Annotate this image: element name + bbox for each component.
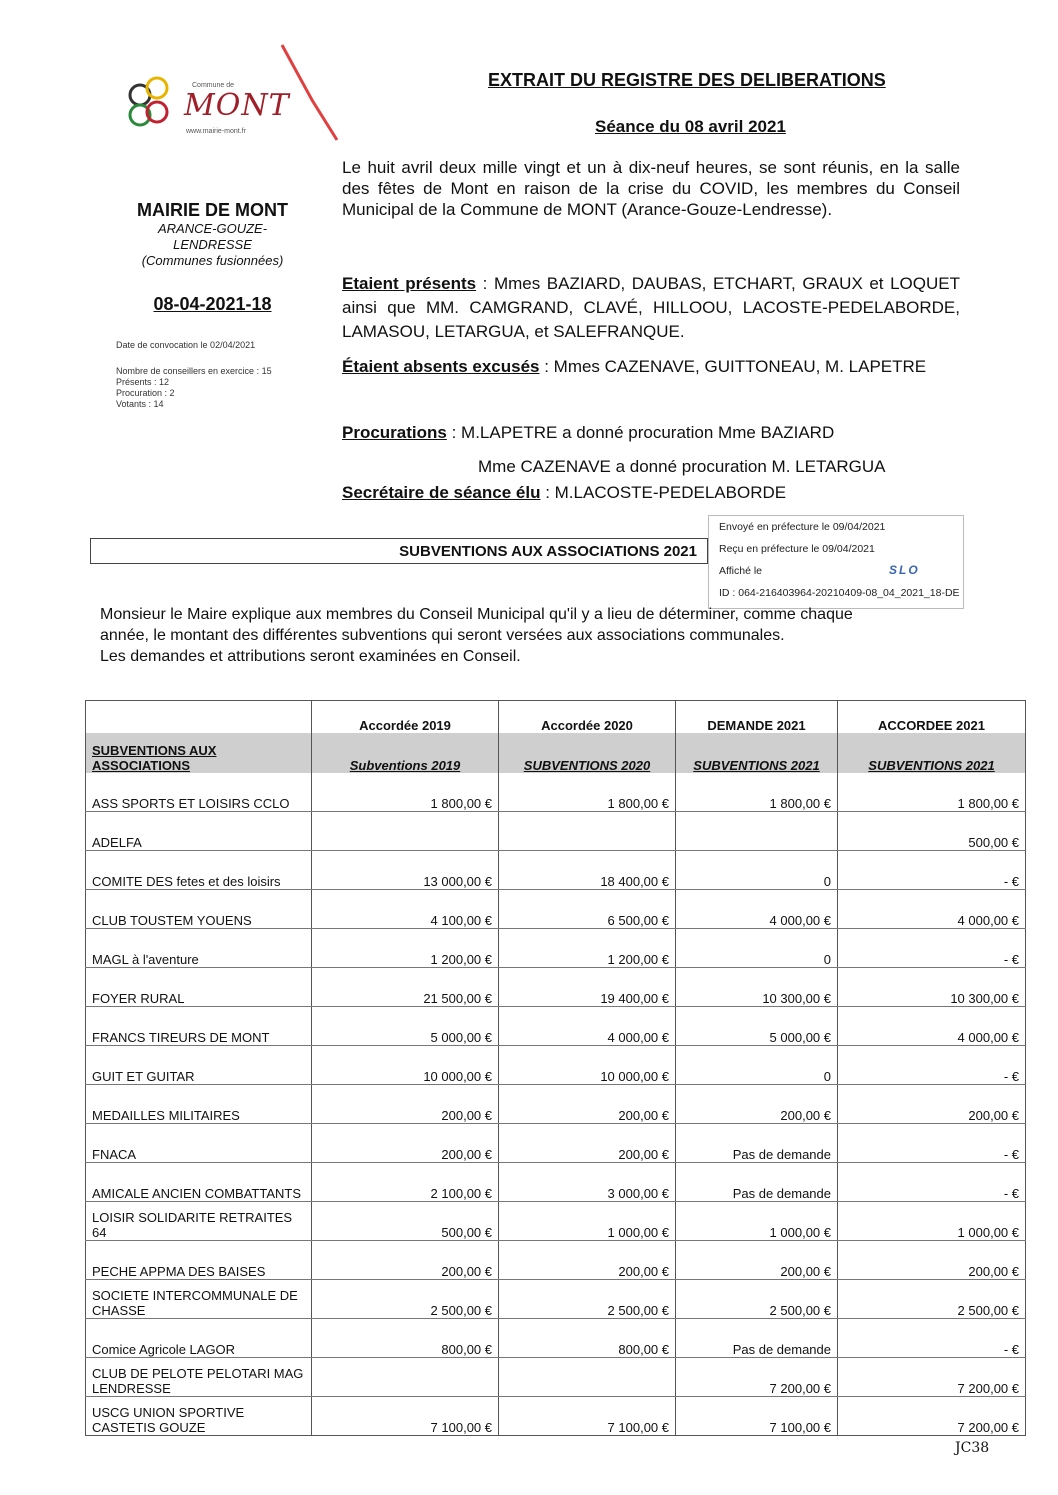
- table-cell: [312, 812, 499, 851]
- table-cell: 200,00 €: [312, 1085, 499, 1124]
- table-cell: 4 000,00 €: [499, 1007, 676, 1046]
- table-cell: Accordée 2019: [312, 701, 499, 734]
- table-row: [86, 1280, 1026, 1319]
- table-cell: 1 800,00 €: [838, 773, 1026, 812]
- secretary-text: : M.LACOSTE-PEDELABORDE: [540, 483, 787, 502]
- table-row: [86, 968, 1026, 1007]
- table-cell: CLUB DE PELOTE PELOTARI MAG LENDRESSE: [86, 1358, 312, 1397]
- session-date: Séance du 08 avril 2021: [595, 117, 786, 136]
- table-cell: 21 500,00 €: [312, 968, 499, 1007]
- table-cell: 0: [676, 929, 838, 968]
- table-cell: 19 400,00 €: [499, 968, 676, 1007]
- table-cell: USCG UNION SPORTIVE CASTETIS GOUZE: [86, 1397, 312, 1436]
- table-cell: 4 000,00 €: [676, 890, 838, 929]
- subsidies-table: [85, 700, 1026, 1436]
- procuration-text-1: : M.LAPETRE a donné procuration Mme BAZIARD: [446, 423, 835, 442]
- stat-line: Votants : 14: [116, 399, 164, 409]
- table-cell: DEMANDE 2021: [676, 701, 838, 734]
- table-cell: [86, 701, 312, 734]
- absent-label: Étaient absents excusés: [342, 357, 540, 376]
- absent-text: : Mmes CAZENAVE, GUITTONEAU, M. LAPETRE: [539, 357, 927, 376]
- table-cell: 2 500,00 €: [499, 1280, 676, 1319]
- table-cell: 200,00 €: [676, 1241, 838, 1280]
- procuration-text-2: Mme CAZENAVE a donné procuration M. LETARGUA: [478, 457, 886, 476]
- logo-url: www.mairie-mont.fr: [186, 128, 246, 135]
- procuration-line-1: [342, 422, 834, 443]
- table-cell: ADELFA: [86, 812, 312, 851]
- table-cell: 1 800,00 €: [676, 773, 838, 812]
- table-cell: Accordée 2020: [499, 701, 676, 734]
- table-cell: ASS SPORTS ET LOISIRS CCLO: [86, 773, 312, 812]
- secretary-line: [342, 482, 786, 503]
- table-row: [86, 1007, 1026, 1046]
- table-cell: 200,00 €: [838, 1085, 1026, 1124]
- deliberation-ref: 08-04-2021-18: [153, 294, 272, 314]
- register-title: EXTRAIT DU REGISTRE DES DELIBERATIONS: [488, 70, 886, 90]
- table-row: [86, 1397, 1026, 1436]
- absent-block: [342, 352, 1002, 382]
- table-row: [86, 1046, 1026, 1085]
- table-cell: Pas de demande: [676, 1319, 838, 1358]
- footer-code: JC38: [955, 1440, 990, 1456]
- table-cell: 200,00 €: [499, 1085, 676, 1124]
- stamp-received: Reçu en préfecture le 09/04/2021: [719, 543, 875, 555]
- table-cell: LOISIR SOLIDARITE RETRAITES 64: [86, 1202, 312, 1241]
- table-cell: 1 000,00 €: [838, 1202, 1026, 1241]
- table-row: [86, 1358, 1026, 1397]
- table-cell: 10 300,00 €: [838, 968, 1026, 1007]
- table-cell: 0: [676, 1046, 838, 1085]
- stamp-sent: Envoyé en préfecture le 09/04/2021: [719, 521, 886, 533]
- table-cell: 200,00 €: [312, 1124, 499, 1163]
- table-cell: SUBVENTIONS AUX ASSOCIATIONS: [86, 733, 312, 773]
- stamp-id: ID : 064-216403964-20210409-08_04_2021_18-DE: [719, 587, 960, 599]
- explanation-line: Les demandes et attributions seront examinées en Conseil.: [100, 648, 521, 665]
- explanation-text: [100, 604, 970, 667]
- table-cell: 2 100,00 €: [312, 1163, 499, 1202]
- table-cell: GUIT ET GUITAR: [86, 1046, 312, 1085]
- table-cell: SOCIETE INTERCOMMUNALE DE CHASSE: [86, 1280, 312, 1319]
- table-row: [86, 890, 1026, 929]
- table-cell: 1 200,00 €: [499, 929, 676, 968]
- table-cell: 1 000,00 €: [676, 1202, 838, 1241]
- table-cell: SUBVENTIONS 2021: [838, 733, 1026, 773]
- secretary-label: Secrétaire de séance élu: [342, 483, 541, 502]
- table-cell: 4 000,00 €: [838, 890, 1026, 929]
- table-cell: 13 000,00 €: [312, 851, 499, 890]
- mairie-sub-3: (Communes fusionnées): [141, 253, 284, 268]
- table-row: [86, 1085, 1026, 1124]
- table-cell: FOYER RURAL: [86, 968, 312, 1007]
- table-cell: Comice Agricole LAGOR: [86, 1319, 312, 1358]
- table-cell: 10 000,00 €: [312, 1046, 499, 1085]
- table-cell: 5 000,00 €: [312, 1007, 499, 1046]
- table-cell: 200,00 €: [499, 1241, 676, 1280]
- table-cell: 2 500,00 €: [676, 1280, 838, 1319]
- table-cell: - €: [838, 1319, 1026, 1358]
- stat-line: Présents : 12: [116, 377, 170, 387]
- stat-line: Procuration : 2: [116, 388, 175, 398]
- logo-name: MONT: [184, 88, 290, 123]
- table-row: [86, 1319, 1026, 1358]
- table-cell: CLUB TOUSTEM YOUENS: [86, 890, 312, 929]
- table-row: [86, 1124, 1026, 1163]
- table-cell: ACCORDEE 2021: [838, 701, 1026, 734]
- prefecture-stamp: [708, 515, 964, 609]
- table-cell: 1 000,00 €: [499, 1202, 676, 1241]
- table-cell: FRANCS TIREURS DE MONT: [86, 1007, 312, 1046]
- table-cell: 5 000,00 €: [676, 1007, 838, 1046]
- stamp-posted: Affiché le: [719, 565, 762, 577]
- explanation-line: Monsieur le Maire explique aux membres du Conseil Municipal qu'il y a lieu de déterminer, comme chaque: [100, 606, 853, 623]
- council-stats: [116, 366, 272, 410]
- table-cell: - €: [838, 851, 1026, 890]
- table-cell: 7 200,00 €: [838, 1397, 1026, 1436]
- table-cell: 800,00 €: [312, 1319, 499, 1358]
- meeting-intro: Le huit avril deux mille vingt et un à dix-neuf heures, se sont réunis, en la salle des fêtes de Mont en raison de la crise du COVID, les membres du Conseil Municipal de la Commune de MONT (Arance-Gouze-Lendresse).: [342, 158, 960, 219]
- procuration-label: Procurations: [342, 423, 447, 442]
- table-cell: 3 000,00 €: [499, 1163, 676, 1202]
- table-cell: 18 400,00 €: [499, 851, 676, 890]
- table-cell: Subventions 2019: [312, 733, 499, 773]
- table-cell: 10 000,00 €: [499, 1046, 676, 1085]
- presence-block: [342, 272, 960, 344]
- table-cell: Pas de demande: [676, 1124, 838, 1163]
- table-cell: PECHE APPMA DES BAISES: [86, 1241, 312, 1280]
- subsidies-banner: SUBVENTIONS AUX ASSOCIATIONS 2021: [90, 538, 708, 564]
- table-cell: 1 800,00 €: [312, 773, 499, 812]
- present-label: Etaient présents: [342, 274, 477, 293]
- mairie-sub-2: LENDRESSE: [173, 237, 252, 252]
- logo-small-text: Commune de: [192, 82, 235, 89]
- table-cell: 2 500,00 €: [838, 1280, 1026, 1319]
- table-cell: - €: [838, 1046, 1026, 1085]
- explanation-line: année, le montant des différentes subventions qui seront versées aux associations communales.: [100, 627, 785, 644]
- table-cell: [312, 1358, 499, 1397]
- table-cell: 7 100,00 €: [676, 1397, 838, 1436]
- table-cell: 200,00 €: [499, 1124, 676, 1163]
- table-cell: [499, 812, 676, 851]
- table-row: [86, 1241, 1026, 1280]
- stat-line: Nombre de conseillers en exercice : 15: [116, 366, 272, 376]
- table-cell: Pas de demande: [676, 1163, 838, 1202]
- table-cell: [499, 1358, 676, 1397]
- slo-logo: SLO: [889, 563, 920, 577]
- table-cell: FNACA: [86, 1124, 312, 1163]
- commune-logo: [112, 40, 342, 150]
- table-cell: SUBVENTIONS 2021: [676, 733, 838, 773]
- table-cell: - €: [838, 1163, 1026, 1202]
- mairie-name: MAIRIE DE MONT: [137, 200, 288, 220]
- table-cell: 7 100,00 €: [499, 1397, 676, 1436]
- table-cell: 6 500,00 €: [499, 890, 676, 929]
- table-row: [86, 812, 1026, 851]
- table-cell: 10 300,00 €: [676, 968, 838, 1007]
- table-cell: 7 100,00 €: [312, 1397, 499, 1436]
- table-cell: - €: [838, 929, 1026, 968]
- mairie-sub-1: ARANCE-GOUZE-: [157, 221, 268, 236]
- table-subheader-row: [86, 733, 1026, 773]
- table-cell: MAGL à l'aventure: [86, 929, 312, 968]
- table-cell: SUBVENTIONS 2020: [499, 733, 676, 773]
- table-cell: 4 100,00 €: [312, 890, 499, 929]
- table-cell: 200,00 €: [838, 1241, 1026, 1280]
- table-cell: 7 200,00 €: [838, 1358, 1026, 1397]
- table-cell: 800,00 €: [499, 1319, 676, 1358]
- table-cell: 4 000,00 €: [838, 1007, 1026, 1046]
- table-cell: 2 500,00 €: [312, 1280, 499, 1319]
- table-row: [86, 773, 1026, 812]
- table-header-row: [86, 701, 1026, 734]
- table-cell: 500,00 €: [312, 1202, 499, 1241]
- table-cell: 1 200,00 €: [312, 929, 499, 968]
- table-row: [86, 851, 1026, 890]
- table-row: [86, 1202, 1026, 1241]
- table-cell: MEDAILLES MILITAIRES: [86, 1085, 312, 1124]
- table-cell: COMITE DES fetes et des loisirs: [86, 851, 312, 890]
- table-cell: 1 800,00 €: [499, 773, 676, 812]
- convocation-date: Date de convocation le 02/04/2021: [116, 340, 256, 350]
- table-cell: - €: [838, 1124, 1026, 1163]
- table-row: [86, 929, 1026, 968]
- table-cell: 7 200,00 €: [676, 1358, 838, 1397]
- table-cell: 0: [676, 851, 838, 890]
- present-text: : Mmes BAZIARD, DAUBAS, ETCHART, GRAUX et LOQUET ainsi que MM. CAMGRAND, CLAVÉ, HILLOOU, LACOSTE-PEDELABORDE, LAMASOU, LETARGUA, et SALEFRANQUE.: [342, 274, 960, 341]
- table-row: [86, 1163, 1026, 1202]
- table-cell: 500,00 €: [838, 812, 1026, 851]
- table-cell: AMICALE ANCIEN COMBATTANTS: [86, 1163, 312, 1202]
- table-cell: 200,00 €: [312, 1241, 499, 1280]
- table-cell: 200,00 €: [676, 1085, 838, 1124]
- mairie-block: [100, 200, 325, 269]
- table-cell: [676, 812, 838, 851]
